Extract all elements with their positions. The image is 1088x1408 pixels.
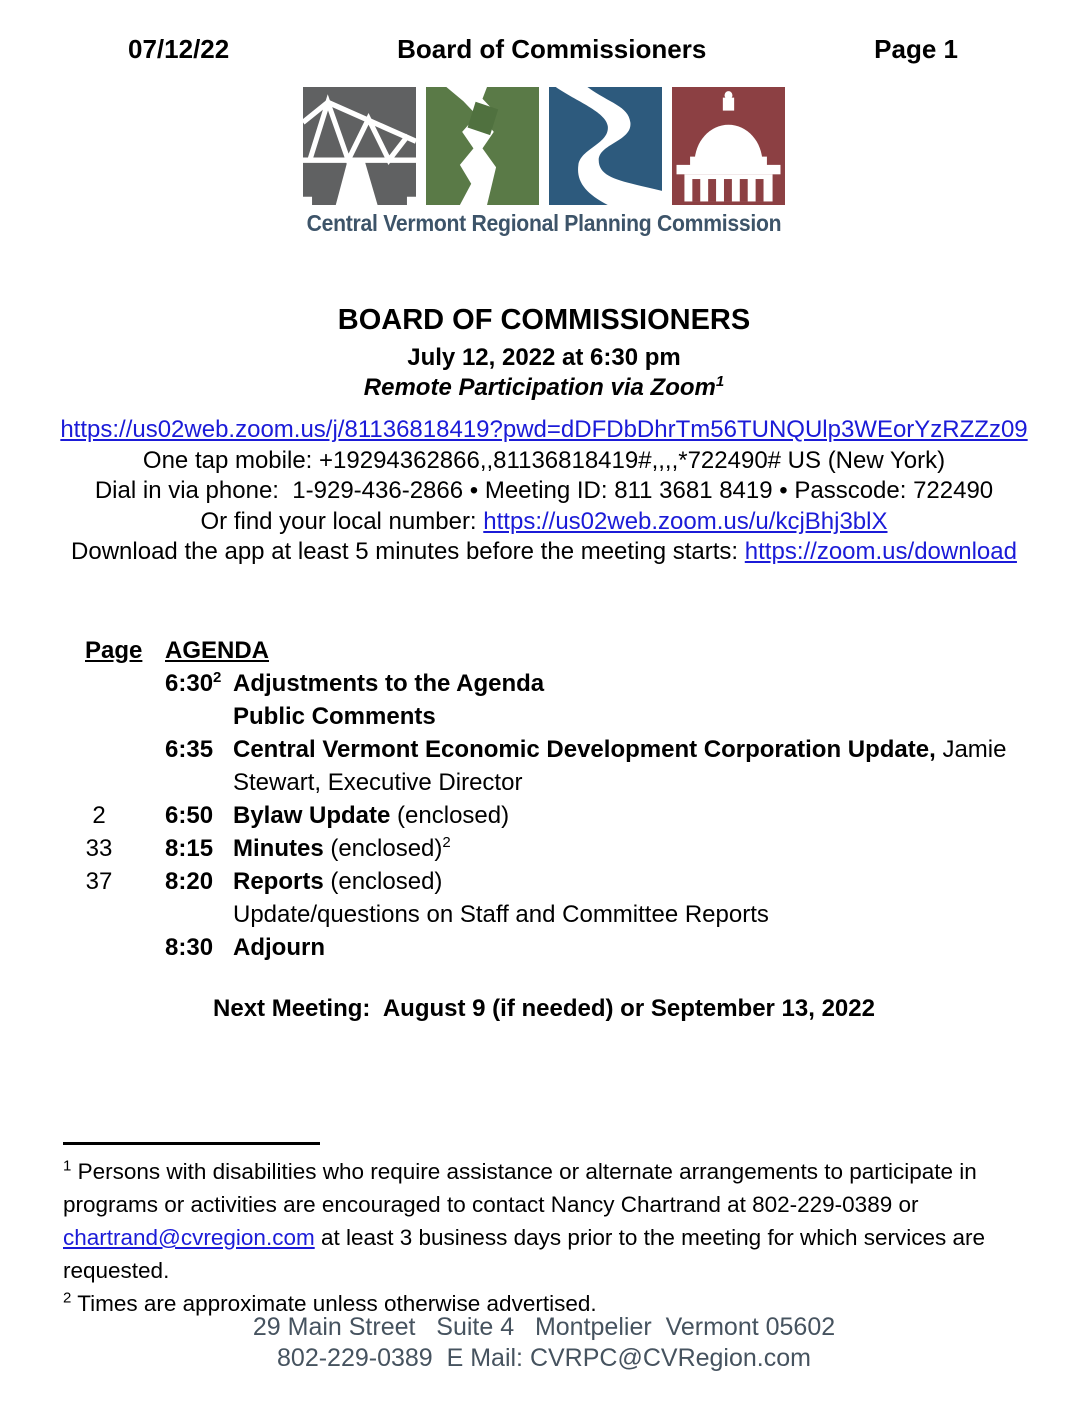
agenda-time [135,766,233,799]
agenda-item: Stewart, Executive Director [233,768,523,796]
agenda-page-number: 2 [92,801,106,829]
footer-address: 29 Main Street Suite 4 Montpelier Vermont 05602 [252,1313,836,1341]
agenda-page-number [63,766,135,799]
agenda-item: Adjustments to the Agenda [233,669,545,697]
agenda-item: Adjourn [233,933,325,961]
agenda-section [63,634,1028,964]
agenda-page-number: 37 [85,867,113,895]
agenda-time: 8:20 [165,867,214,895]
agenda-item: Update/questions on Staff and Committee Reports [233,900,769,928]
agenda-column-header: AGENDA [165,636,270,664]
agenda-item: Public Comments [233,702,436,730]
dial-in-line: Dial in via phone: 1-929-436-2866 • Meeting ID: 811 3681 8419 • Passcode: 722490 [94,477,994,504]
meeting-title: BOARD OF COMMISSIONERS [337,304,751,336]
agenda-item: Reports (enclosed) [233,867,443,895]
footnote-1: $^1$ Persons with disabilities who require assistance or alternate arrangements to participate in programs or activities are encouraged to contact Nancy Chartrand at 802-229-0389 or chartrand@cvregion.com at least 3 business days prior to the meeting for which services are requested. [63,1157,992,1283]
local-number-line: Or find your local number: https://us02web.zoom.us/u/kcjBhj3blX [200,507,888,535]
vermont-map-icon [426,87,539,205]
zoom-connection-info [0,415,1088,568]
contact-email-link[interactable]: chartrand@cvregion.com [63,1225,315,1250]
agenda-page-column-header: Page [85,636,143,664]
header-title: Board of Commissioners [397,34,707,64]
logo-org-name: Central Vermont Regional Planning Commission [306,210,782,236]
meeting-participation: Remote Participation via Zoom$^1$ [363,373,725,401]
agenda-page-number: 33 [85,834,113,862]
running-header [0,0,1088,65]
agenda-item: Bylaw Update (enclosed) [233,801,510,829]
agenda-page-number [63,700,135,733]
agenda-time: 8:15 [165,834,214,862]
footnote-2: $^2$ Times are approximate unless otherwise advertised. [63,1289,597,1316]
download-line: Download the app at least 5 minutes before the meeting starts: https://zoom.us/download [71,538,1017,565]
capitol-dome-icon [672,87,785,205]
agenda-item: Central Vermont Economic Development Corporation Update, Jamie [233,735,1007,763]
agenda-page-number [63,733,135,766]
agenda-time [135,898,233,931]
local-number-link[interactable]: https://us02web.zoom.us/u/kcjBhj3blX [483,507,888,535]
agenda-time: 6:35 [165,735,214,763]
footnote-separator [63,1142,320,1145]
meeting-datetime: July 12, 2022 at 6:30 pm [407,344,681,371]
agenda-item: Minutes (enclosed)$^2$ [233,833,451,862]
agenda-page-number [63,667,135,700]
agenda-page-number [63,898,135,931]
meeting-title-block [0,303,1088,403]
zoom-meeting-link[interactable]: https://us02web.zoom.us/j/81136818419?pwd=dDFDbDhrTm56TUNQUlp3WEorYzRZZz09 [60,416,1028,443]
footer-contact: 802-229-0389 E Mail: CVRPC@CVRegion.com [277,1344,811,1372]
footnote-ref-1: 1 [715,373,725,390]
zoom-download-link[interactable]: https://zoom.us/download [744,538,1017,565]
page-footer [0,1312,1088,1374]
cvrpc-logo [0,87,1088,237]
next-meeting-line: Next Meeting: August 9 (if needed) or September 13, 2022 [213,994,875,1022]
agenda-time: $6:30^2$ [165,668,222,697]
footnotes-section [0,1142,1088,1320]
agenda-time [135,700,233,733]
bridge-icon [303,87,416,205]
agenda-time: 8:30 [165,933,214,961]
header-date: 07/12/22 [128,34,230,64]
header-page-number: Page 1 [874,34,958,64]
agenda-page-number [63,931,135,964]
logo-tiles [0,87,1088,205]
agenda-time: 6:50 [165,801,214,829]
one-tap-mobile-line: One tap mobile: +19294362866,,81136818419#,,,,*722490# US (New York) [142,446,946,474]
winding-road-icon [549,87,662,205]
